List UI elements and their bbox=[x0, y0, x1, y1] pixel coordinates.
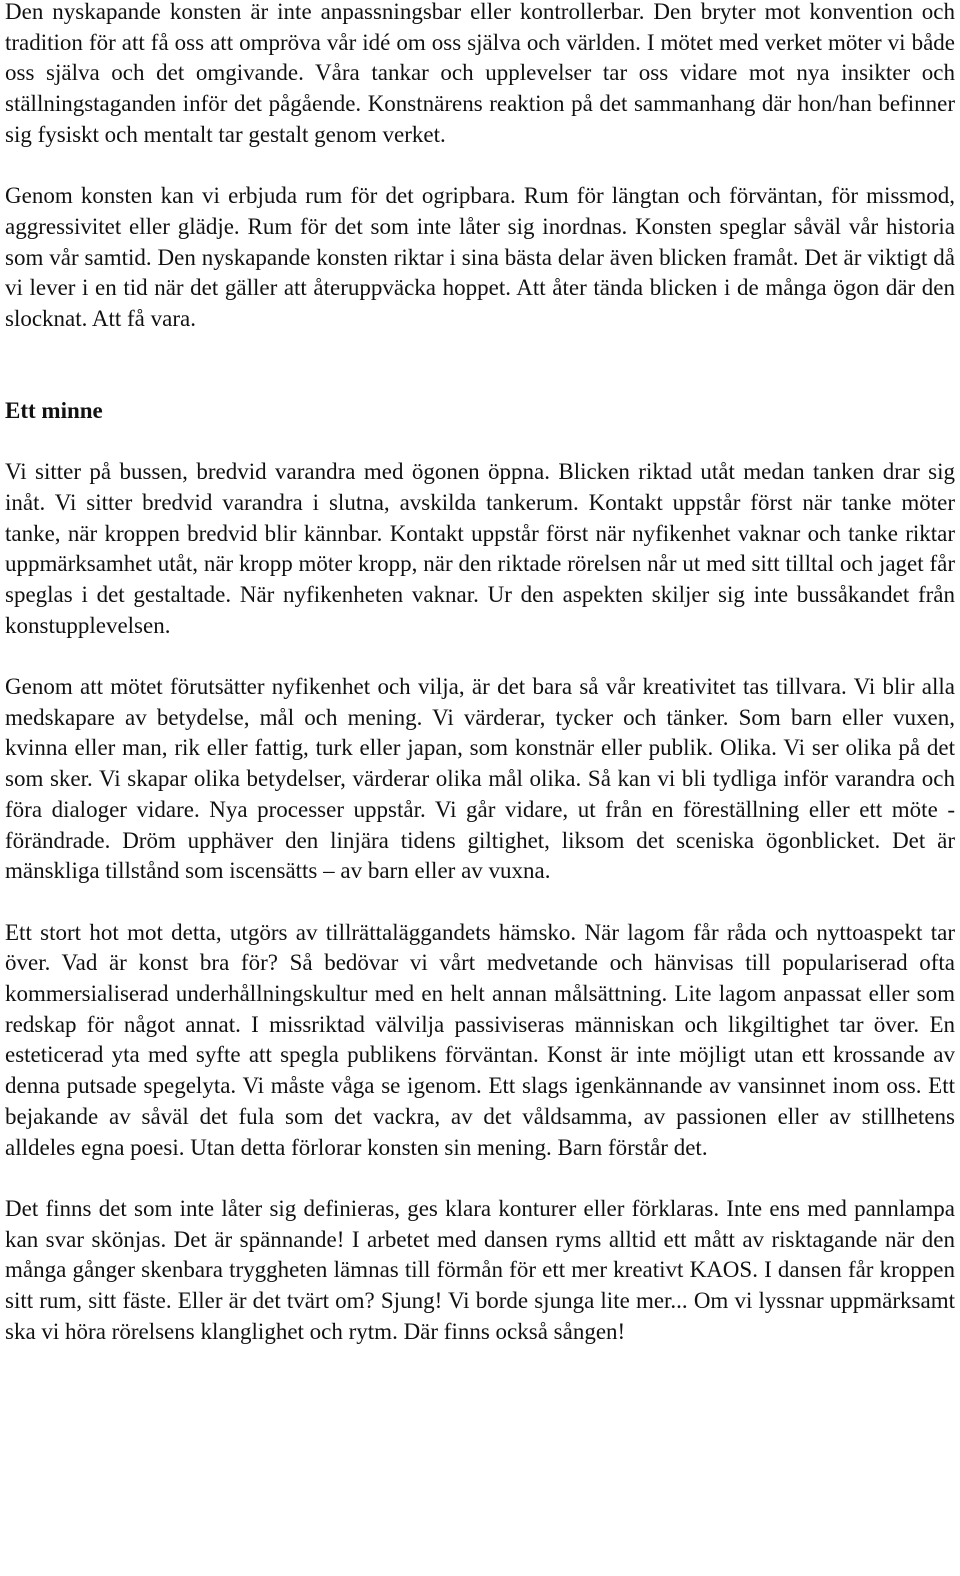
paragraph-section-2: Genom att mötet förutsätter nyfikenhet och vilja, är det bara så vår kreativitet tas tillvara. Vi blir alla medskapare av betydelse, mål och mening. Vi värderar, tycker och tänker. Som barn eller vuxen, kvinna eller man, rik eller fattig, turk eller japan, som konstnär eller publik. Olika. Vi ser olika på det som sker. Vi skapar olika betydelser, värderar olika mål olika. Så kan vi bli tydliga inför varandra och föra dialoger vidare. Nya processer uppstår. Vi går vidare, ut från en föreställning eller ett möte - förändrade. Dröm upphäver den linjära tidens giltighet, liksom det sceniska ögonblicket. Det är mänskliga tillstånd som iscensätts – av barn eller av vuxna. bbox=[5, 674, 955, 884]
section-heading: Ett minne bbox=[5, 397, 103, 423]
paragraph-intro-1: Den nyskapande konsten är inte anpassningsbar eller kontrollerbar. Den bryter mot konvention och tradition för att få oss att ompröva vår idé om oss själva och världen. I mötet med verket möter vi både oss själva och det omgivande. Våra tankar och upplevelser tar oss vidare mot nya insikter och ställningstaganden inför det pågående. Konstnärens reaktion på det sammanhang där hon/han befinner sig fysiskt och mentalt tar gestalt genom verket. bbox=[5, 0, 955, 147]
paragraph-section-3: Ett stort hot mot detta, utgörs av tillrättaläggandets hämsko. När lagom får råda och nyttoaspekt tar över. Vad är konst bra för? Så bedövar vi vårt medvetande och hänvisas till populariserad ofta kommersialiserad underhållningskultur med en helt annan målsättning. Lite lagom anpassat eller som redskap för något annat. I missriktad välvilja passiviseras människan och likgiltighet tar över. En esteticerad yta med syfte att spegla publikens förväntan. Konst är inte möjligt utan ett krossande av denna putsade spegelyta. Vi måste våga se igenom. Ett slags igenkännande av vansinnet inom oss. Ett bejakande av såväl det fula som det vackra, av det våldsamma, av passionen eller av stillhetens alldeles egna poesi. Utan detta förlorar konsten sin mening. Barn förstår det. bbox=[5, 919, 955, 1160]
document-page bbox=[5, 0, 955, 1347]
paragraph-intro-2: Genom konsten kan vi erbjuda rum för det ogripbara. Rum för längtan och förväntan, för missmod, aggressivitet eller glädje. Rum för det som inte låter sig inordnas. Konsten speglar såväl vår historia som vår samtid. Den nyskapande konsten riktar i sina bästa delar även blicken framåt. Det är viktigt då vi lever i en tid när det gäller att återuppväcka hoppet. Att åter tända blicken i de många ögon där den slocknat. Att få vara. bbox=[5, 183, 955, 332]
paragraph-section-4: Det finns det som inte låter sig definieras, ges klara konturer eller förklaras. Inte ens med pannlampa kan svar skönjas. Det är spännande! I arbetet med dansen ryms alltid ett mått av risktagande när den många gånger skenbara tryggheten lämnas till förmån för ett mer kreativt KAOS. I dansen får kroppen sitt rum, sitt fäste. Eller är det tvärt om? Sjung! Vi borde sjunga lite mer... Om vi lyssnar uppmärksamt ska vi höra rörelsens klanglighet och rytm. Där finns också sången! bbox=[5, 1195, 955, 1344]
paragraph-section-1: Vi sitter på bussen, bredvid varandra med ögonen öppna. Blicken riktad utåt medan tanken drar sig inåt. Vi sitter bredvid varandra i slutna, avskilda tankerum. Kontakt uppstår först när tanke möter tanke, när kroppen bredvid blir kännbar. Kontakt uppstår först när nyfikenhet vaknar och tanke riktar uppmärksamhet utåt, när kropp möter kropp, när den riktade rörelsen når ut med sitt tilltal och jaget får speglas i det gestaltade. När nyfikenheten vaknar. Ur den aspekten skiljer sig inte bussåkandet från konstupplevelsen. bbox=[5, 459, 955, 638]
